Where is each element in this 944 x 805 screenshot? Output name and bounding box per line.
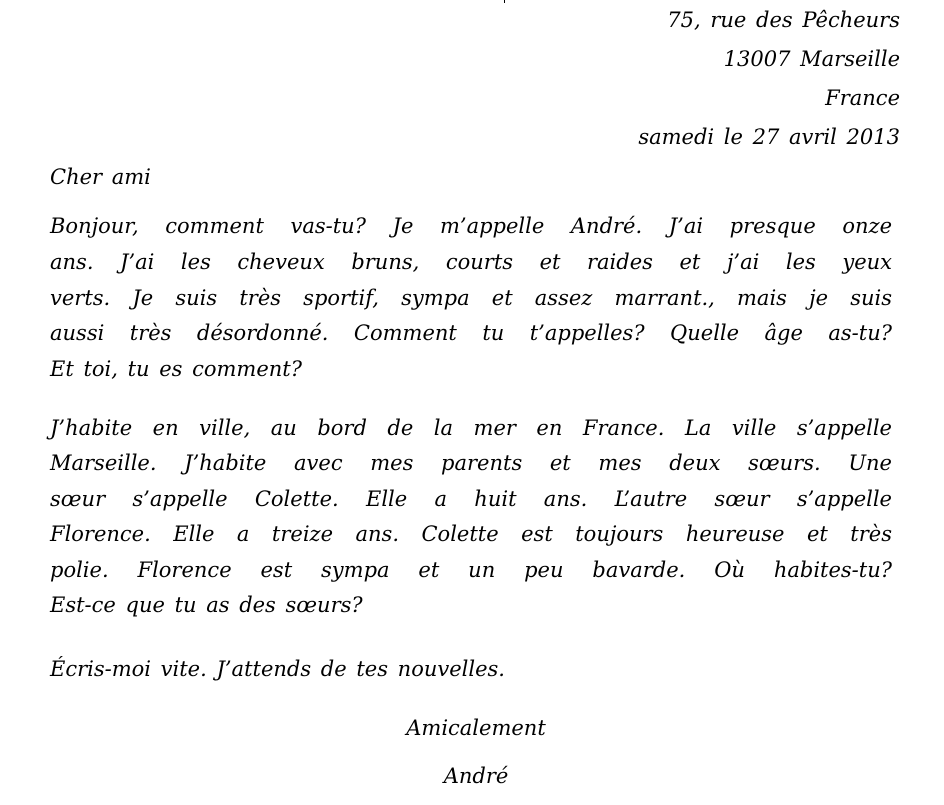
greeting: Cher ami xyxy=(50,165,151,189)
signature: André xyxy=(443,764,509,788)
paragraph-line: Et toi, tu es comment? xyxy=(50,357,302,381)
paragraph-line: Bonjour, comment vas-tu? Je m’appelle André. J’ai presque onze xyxy=(50,214,892,238)
address-street: 75, rue des Pêcheurs xyxy=(667,8,900,32)
paragraph-line: sœur s’appelle Colette. Elle a huit ans. L’autre sœur s’appelle xyxy=(50,487,892,511)
paragraph-line: ans. J’ai les cheveux bruns, courts et raides et j’ai les yeux xyxy=(50,250,892,274)
paragraph-line: verts. Je suis très sportif, sympa et assez marrant., mais je suis xyxy=(50,286,892,310)
closing: Amicalement xyxy=(406,716,546,740)
paragraph-line: Écris-moi vite. J’attends de tes nouvelles. xyxy=(50,657,505,681)
letter-date: samedi le 27 avril 2013 xyxy=(638,125,900,149)
address-country: France xyxy=(825,86,900,110)
paragraph-line: polie. Florence est sympa et un peu bavarde. Où habites-tu? xyxy=(50,558,892,582)
top-mark xyxy=(504,0,505,3)
paragraph-line: Est-ce que tu as des sœurs? xyxy=(50,593,363,617)
paragraph-line: Marseille. J’habite avec mes parents et mes deux sœurs. Une xyxy=(50,451,892,475)
paragraph-line: aussi très désordonné. Comment tu t’appelles? Quelle âge as-tu? xyxy=(50,321,892,345)
paragraph-line: Florence. Elle a treize ans. Colette est toujours heureuse et très xyxy=(50,522,892,546)
paragraph-line: J’habite en ville, au bord de la mer en France. La ville s’appelle xyxy=(50,416,892,440)
address-city: 13007 Marseille xyxy=(723,47,900,71)
